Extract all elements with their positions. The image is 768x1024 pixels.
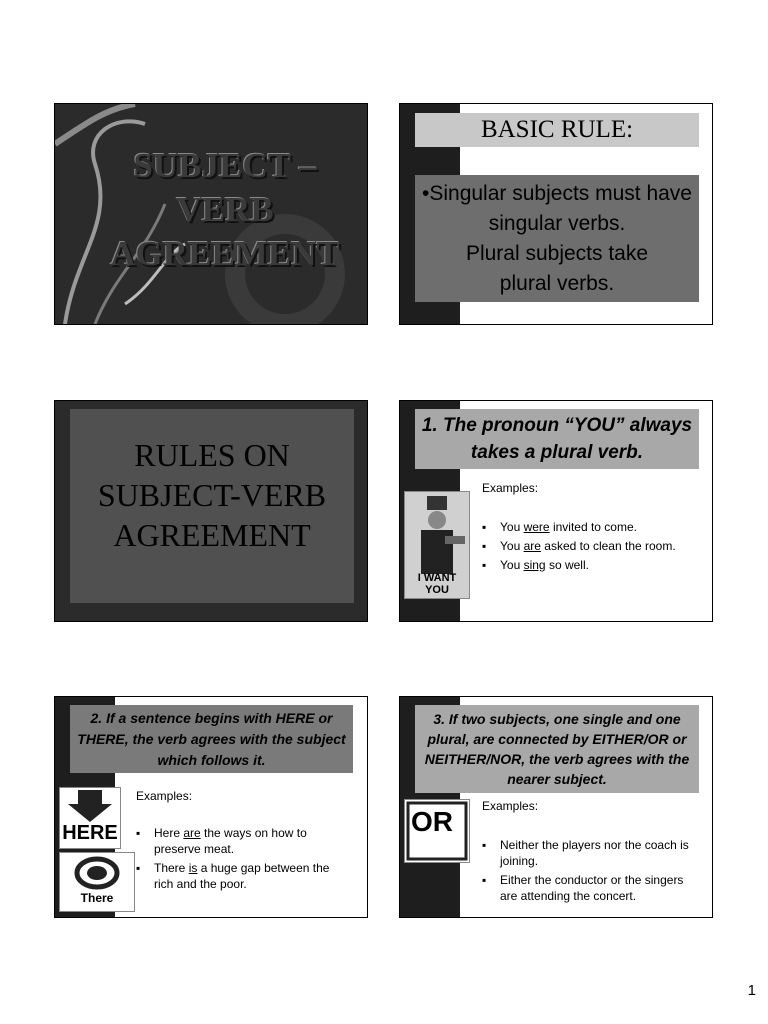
slide-rules-title bbox=[54, 400, 368, 622]
image-caption: I WANT YOU bbox=[417, 572, 457, 596]
rule-line-1: •Singular subjects must have singular verbs. bbox=[422, 182, 692, 235]
list-item: ▪ Neither the players nor the coach is joining. bbox=[482, 837, 692, 869]
examples-label: Examples: bbox=[482, 799, 539, 813]
here-text: HERE bbox=[62, 822, 118, 844]
here-sign-image bbox=[59, 787, 121, 849]
there-logo-image bbox=[59, 852, 135, 912]
slide-basic-rule bbox=[399, 103, 713, 325]
or-sign-image bbox=[404, 799, 470, 863]
title-box bbox=[70, 409, 354, 603]
slide-header: 3. If two subjects, one single and one plural, are connected by EITHER/OR or NEITHER/NOR, the verb agrees with the nearer subject. bbox=[415, 705, 699, 793]
down-arrow-icon bbox=[60, 788, 120, 824]
slide-rule-3 bbox=[399, 696, 713, 918]
examples-label: Examples: bbox=[136, 789, 193, 803]
list-item: ▪ You were invited to come. bbox=[482, 519, 707, 535]
examples-list bbox=[482, 519, 707, 576]
slide-rule-1 bbox=[399, 400, 713, 622]
rule-text bbox=[415, 175, 699, 302]
list-item: ▪ Either the conductor or the singers are attending the concert. bbox=[482, 872, 692, 904]
rule-line-3: plural verbs. bbox=[499, 272, 615, 295]
slide-header: 2. If a sentence begins with HERE or THERE, the verb agrees with the subject which follows it. bbox=[70, 705, 353, 773]
examples-list bbox=[482, 837, 692, 907]
uncle-sam-image bbox=[404, 491, 470, 599]
there-logo-icon bbox=[60, 853, 134, 891]
slide-rule-2 bbox=[54, 696, 368, 918]
slide-title-text: RULES ON SUBJECT-VERB AGREEMENT bbox=[97, 437, 327, 553]
page-number: 1 bbox=[747, 982, 756, 999]
list-item: ▪ There is a huge gap between the rich and the poor. bbox=[136, 860, 346, 892]
slide-title bbox=[54, 103, 368, 325]
or-text: OR bbox=[411, 806, 453, 837]
slide-header: 1. The pronoun “YOU” always takes a plural verb. bbox=[415, 409, 699, 469]
list-item: ▪ You sing so well. bbox=[482, 557, 707, 573]
there-text: There bbox=[80, 891, 114, 905]
rule-line-2: Plural subjects take bbox=[465, 242, 649, 265]
list-item: ▪ You are asked to clean the room. bbox=[482, 538, 707, 554]
examples-label: Examples: bbox=[482, 481, 539, 495]
slide-header: BASIC RULE: bbox=[415, 113, 699, 147]
list-item: ▪ Here are the ways on how to preserve meat. bbox=[136, 825, 346, 857]
slide-title-text: SUBJECT – VERB AGREEMENT bbox=[110, 146, 340, 273]
examples-list bbox=[136, 825, 346, 895]
